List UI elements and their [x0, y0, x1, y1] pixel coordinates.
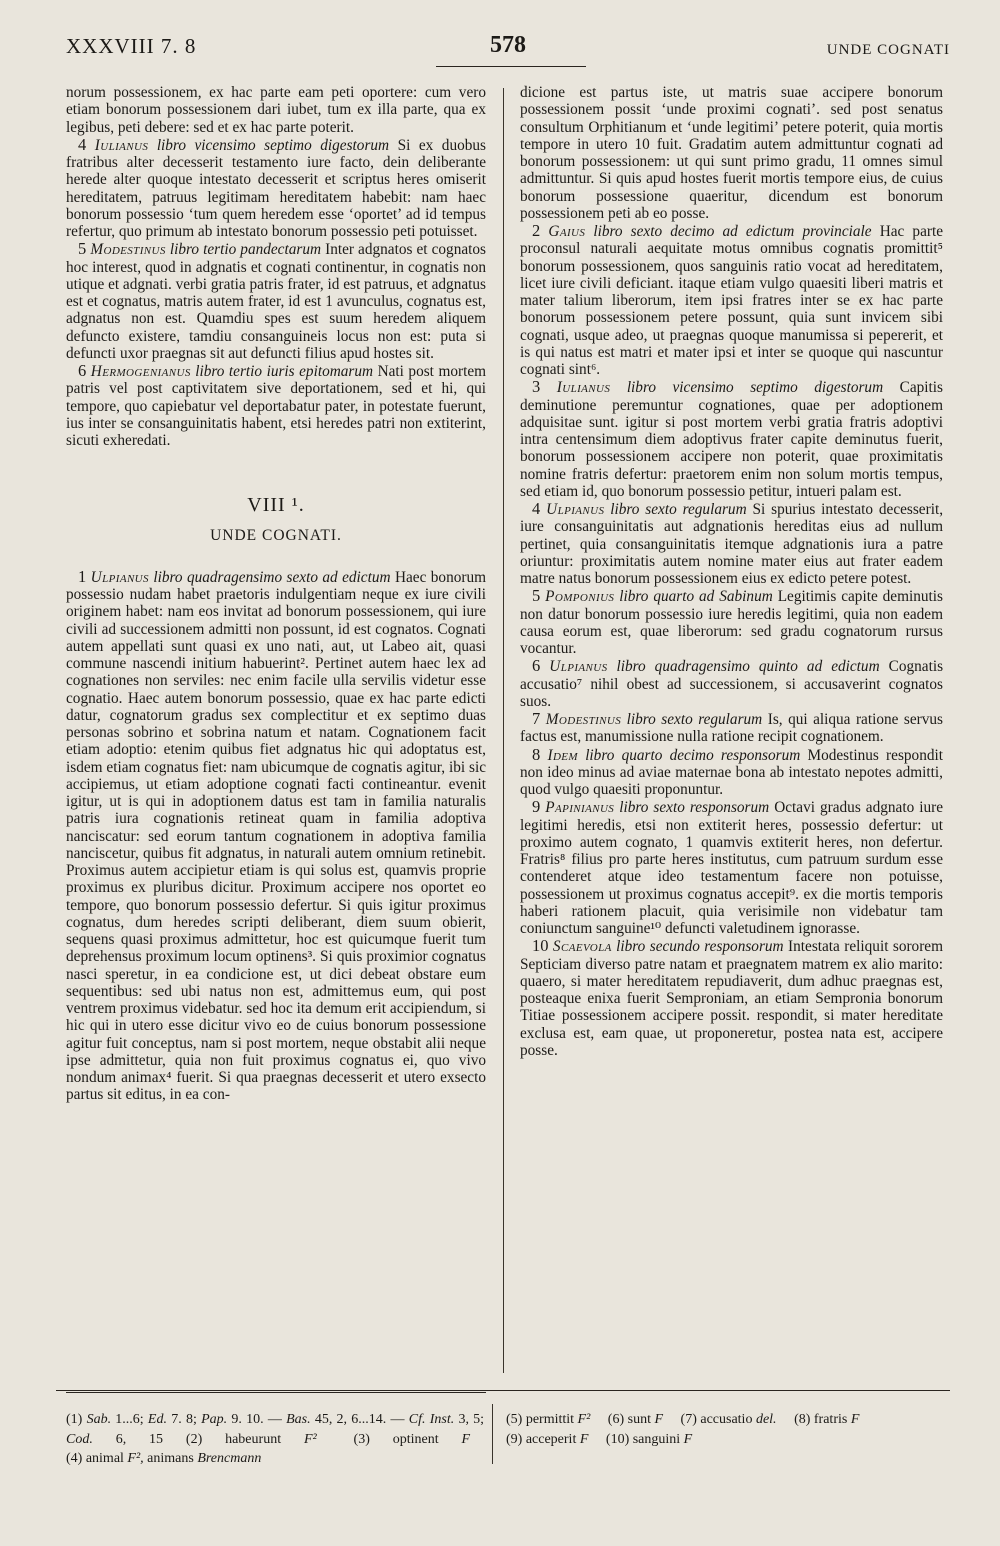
fragment-number: 10	[532, 936, 549, 956]
right-column	[520, 84, 943, 1059]
fragment-author: Scaevola	[552, 938, 612, 956]
fragment-text: Si ex duobus fratribus alter decesserit testamento iure facto, dein deliberante herede alter quoque intestato decesserit et scriptus heres omiserit hereditatem, patruus legitimam hereditatem habebit: nam haec bonorum possessio ‘tum quem heredem esse ‘oportet’ ad id tempus refertur, quo primum ab intestato bonorum possessio peti potuisset.	[66, 136, 487, 240]
fragment-author: Modestinus	[90, 241, 166, 259]
fragment-number: 8	[532, 744, 541, 764]
footnote-rule-secondary	[66, 1392, 486, 1393]
footnote-text: (9) acceperit	[506, 1431, 577, 1447]
fragment-number: 9	[532, 797, 541, 817]
fragment-number: 5	[78, 239, 87, 259]
fragment-author: Iulianus	[94, 136, 149, 154]
footnote-ref: 1...6;	[115, 1412, 144, 1427]
footnote-ref: 7. 8;	[171, 1412, 197, 1427]
fragment-source: libro tertio iuris epitomarum	[195, 363, 374, 380]
fragment-number: 5	[532, 586, 541, 606]
footnote-rule	[56, 1390, 950, 1391]
fragment-number: 6	[532, 656, 541, 676]
fragment-number: 6	[78, 361, 87, 380]
fragment-text: Legitimis capite deminutis non datur bonorum possessio iure heredis legitimi, quia non eadem causa eorum est, quae liberorum: sed gradu cognatorum rursus vocantur.	[520, 588, 943, 657]
footnote-3	[354, 1432, 470, 1447]
footnote-siglum: F	[579, 1431, 589, 1447]
fragment-author: Ulpianus	[549, 658, 608, 676]
fragment-author: Hermogenianus	[90, 363, 191, 380]
fragment-source: libro tertio pandectarum	[169, 241, 322, 259]
footnote-text: (10) sanguini	[605, 1431, 681, 1447]
page-number-rule	[436, 66, 586, 67]
footnote-text: (3) optinent	[353, 1431, 439, 1447]
fragment-author: Ulpianus	[546, 501, 605, 518]
fragment-text: Capitis deminutione peremuntur cognationes, quae per adoptionem adquisitae sunt. igitur si post mortem verbi gratia fratris adoptivi intra centensimum diem adoptivus frater capite deminutus fuerit, bonorum possessionem accipere non poterit, quae proximitatis nomine fratris defertur: praetorem enim non solum mortis tempus, sed etiam id, quo bonorum possessio petitur, intueri palam est.	[520, 379, 943, 500]
fragment-text: Si spurius intestato decesserit, iure consanguinitatis aut adgnationis hereditas eius ad nullum pertinet, quia consanguinitatis itemque adgnationis iura a patre oriuntur: proximitatis autem nomine mater eius aut frater eadem matre natus bonorum possessionem eius ex edicto petere potest.	[520, 501, 944, 587]
running-head-right: UNDE COGNATI	[826, 42, 950, 58]
fragment-source: libro vicensimo septimo digestorum	[156, 136, 390, 154]
fragment-author: Idem	[547, 746, 578, 764]
footnote-text: (6) sunt	[607, 1412, 651, 1427]
footnote-ref: Pap.	[201, 1412, 228, 1427]
footnote-text: (4) animal	[66, 1451, 124, 1466]
footnote-ref: Cod.	[66, 1431, 93, 1447]
footnote-5	[506, 1412, 590, 1427]
fragment-number: 3	[532, 377, 541, 397]
running-head-left: XXXVIII 7. 8	[66, 34, 197, 58]
fragment-number: 1	[78, 566, 87, 586]
footnote-10	[606, 1432, 692, 1447]
fragment-text: Haec bonorum possessio nudam habet praetoris indulgentiam neque ex iure civili originem habet: nam eos invitat ad bonorum possessionem, qui iure civili ad successionem admitti non possunt, id est cognatos. Cognati autem appellati sunt quasi ex uno nati, aut, ut Labeo ait, quasi commune nascendi initium habuerint². Pertinet autem haec lex ad cognationes non serviles: nec enim facile ulla servilis videtur esse cognatio. Haec autem bonorum possessio, quae ex hac parte edicti datur, cognatorum gradus sex complectitur et ex septimo duas personas sobrino et sobrina natum et natam. Cognationem facit etiam adoptio: etenim quibus fiet adgnatus hic qui adoptatus est, isdem etiam cognatus fiet: nam ubicumque de cognatis agitur, ibi sic accipiemus, ut etiam adoptione cognati facti contineantur. evenit igitur, ut is qui in adoptionem datus est tam in familia naturalis patris iura cognationis retineat quam in familia adoptiva nanciscatur: sed eorum tantum cognationem in adoptiva familia nanciscetur, quibus fit adgnatus, in naturali autem omnium retinebit. Proximus autem accipietur etiam is qui solus est, quamvis proprie proximus ex pluribus dicitur. Proximum accipere nos oportet eo tempore, quo bonorum possessio defertur. Si quis igitur proximus cognatus, dum heredes scripti deliberant, diem suum obierit, sequens quasi proximus admittetur, hoc est quicumque fuerit tum deprehensus proximum locum optinens³. Si quis proximior cognatus nasci speretur, in ea condicione est, ut dici debeat obstare eum sequentibus: sed ubi natus non est, admittemus eum, qui post ventrem proximus videbatur. sed hoc ita demum erit accipiendum, si hic qui in utero esse dicitur vivo eo de cuius bonorum possessione agitur fuit conceptus, nam si post mortem, neque obstabit alii neque ipse admittetur, quia non fuit proximus cognatus ei, quo vivo nondum animax⁴ fuerit. Si qua praegnas decesserit et utero exsecto partus sit editus, in ea con-	[66, 568, 487, 1104]
footnote-mark: (1)	[66, 1412, 83, 1427]
fragment-source: libro quarto decimo responsorum	[585, 746, 801, 764]
left-column	[66, 84, 486, 1104]
fragment-source: libro quadragensimo sexto ad edictum	[153, 568, 391, 586]
footnote-ref: 45, 2, 6...14. —	[314, 1412, 405, 1427]
footnotes-right	[506, 1410, 946, 1449]
continued-text: dicione est partus iste, ut matris suae accipere bonorum possessionem possit ‘unde proximi cognati’. sed post senatus consultum Orphitianum et ‘unde legitimi’ petere poterit, quia mortis tempore in utero 10 fuit. Gradatim autem admittuntur cognati ad bonorum possessionem: ut qui sunt primo gradu, 11 omnes simul admittuntur. Si quis apud hostes fuerit mortis tempore eius, de cuius bonorum possessione quaeritur, dicendum est bonorum possessionem peti ab eo posse.	[520, 84, 943, 222]
page-header	[66, 34, 950, 66]
fragment-5b	[520, 587, 943, 657]
fragment-author: Modestinus	[545, 711, 622, 728]
fragment-6	[66, 362, 486, 449]
page-number: 578	[490, 32, 526, 58]
footnote-text: (7) accusatio	[680, 1412, 753, 1427]
footnote-siglum: F²,	[127, 1451, 144, 1466]
continued-text: norum possessionem, ex hac parte eam peti oportere: cum vero etiam bonorum possessionem dari iubet, tum ex illa parte, qua ex legibus, peti debere: sed et ex hac parte poterit.	[66, 84, 486, 136]
footnote-siglum: F	[461, 1431, 471, 1447]
fragment-author: Ulpianus	[90, 568, 149, 586]
fragment-author: Gaius	[548, 223, 586, 240]
footnote-ref: 3, 5;	[458, 1412, 485, 1427]
title-number: VIII ¹.	[247, 494, 305, 517]
fragment-text: Modestinus respondit non ideo minus ad aviae maternae bona ab intestato nepotes admitti, quod vulgo quaesiti proponuntur.	[520, 746, 943, 798]
fragment-source: libro secundo responsorum	[616, 938, 784, 956]
fragment-author: Iulianus	[556, 379, 611, 397]
fragment-9	[520, 798, 943, 937]
footnote-8	[794, 1412, 859, 1427]
footnote-siglum: F²	[577, 1412, 591, 1427]
fragment-source: libro quadragensimo quinto ad edictum	[616, 658, 880, 676]
fragment-source: libro sexto regularum	[610, 501, 747, 518]
footnote-text: (8) fratris	[794, 1412, 848, 1427]
footnote-text: animans	[147, 1451, 194, 1466]
footnote-ref: Ed.	[147, 1412, 167, 1427]
fragment-1	[66, 568, 486, 1104]
fragment-text: Hac parte proconsul naturali aequitate motus omnibus cognatis promittit⁵ bonorum possessionem, quos sanguinis ratio vocat ad hereditatem, licet iure civili deficiant. itaque etiam vulgo quaesiti liberi matris et mater talium liberorum, item ipsi fratres inter se ex hac parte bonorum possessionem petere possunt, quia sunt invicem sibi cognati, usque adeo, ut praegnas quoque manumissa si pepererit, et is qui natus est matri et mater ipsi et inter se quoque qui nascuntur cognati sint⁶.	[520, 223, 944, 378]
fragment-text: Inter adgnatos et cognatos hoc interest, quod in adgnatis et cognati continentur, in cognatis non utique et adgnati. verbi gratia patris frater, id est patruus, et adgnatus est et cognatus, matris autem frater, id est 1 avunculus, cognatus est, adgnatus non est. Quamdiu spes est suum heredem aliquem defuncto existere, tamdiu consanguineis locus non est: puta si defuncti uxor praegnas sit aut defuncti filius apud hostes sit.	[66, 241, 486, 362]
fragment-text: Cognatis accusatio⁷ nihil obest ad successionem, si accusaverint cognatos suos.	[520, 658, 944, 710]
footnote-2	[186, 1432, 317, 1447]
fragment-source: libro sexto decimo ad edictum provinciale	[593, 223, 872, 240]
footnote-siglum: Brencmann	[197, 1451, 262, 1466]
fragment-8	[520, 746, 943, 799]
fragment-number: 4	[78, 134, 87, 154]
fragment-source: libro quarto ad Sabinum	[619, 588, 773, 606]
footnote-text: (5) permittit	[506, 1412, 575, 1427]
fragment-2	[520, 222, 943, 378]
fragment-number: 4	[532, 499, 541, 518]
fragment-text: Octavi gradus adgnato iure legitimi heredis, etsi non extiterit heres, possessio defertur: ut proximo autem cognato, 1 quamvis extiterit heres, non defertur. Fratris⁸ filius pro parte heres institutus, cum patruum surdum esse contenderet atque ideo testamentum facere non potuisse, possessionem ut proximus cognatus accepit⁹. ex die mortis temporis haberi rationem placuit, quia verisimile non videbatur tam coniunctum sanguine¹⁰ defuncti valetudinem ignorasse.	[520, 799, 944, 937]
fragment-author: Papinianus	[545, 799, 615, 817]
footnote-7	[681, 1412, 777, 1427]
fragment-3	[520, 378, 943, 500]
fragment-author: Pomponius	[545, 588, 615, 606]
footnote-6	[608, 1412, 663, 1427]
footnote-divider	[492, 1404, 493, 1464]
footnote-4	[66, 1451, 261, 1466]
fragment-10	[520, 937, 943, 1059]
fragment-number: 2	[532, 221, 541, 240]
fragment-6b	[520, 657, 943, 710]
fragment-4b	[520, 500, 943, 587]
fragment-text: Intestata reliquit sororem Septiciam diverso patre natam et praegnatem matrem ex alio marito: quaero, si mater hereditatem repudiaverit, dum adhuc praegnas est, posteaque enixa fuerit Semproniam, an etiam Sempronia bonorum Titiae possessionem accipere possit. respondit, si mater hereditate exclusa est, eam quae, ut proponeretur, postea nata est, accipere posse.	[520, 938, 943, 1059]
footnote-ref: Sab.	[86, 1412, 112, 1427]
footnote-siglum: del.	[755, 1412, 777, 1427]
fragment-source: libro sexto regularum	[626, 711, 763, 728]
footnote-ref: Cf. Inst.	[408, 1412, 455, 1427]
footnote-siglum: F²	[303, 1431, 317, 1447]
footnote-ref: 6, 15	[115, 1431, 164, 1447]
fragment-4	[66, 136, 486, 241]
fragment-text: Is, qui aliqua ratione servus factus est, manumissione nulla ratione recipit cognationem.	[520, 711, 943, 746]
fragment-source: libro vicensimo septimo digestorum	[626, 379, 884, 397]
title-heading	[66, 494, 486, 544]
fragment-7	[520, 710, 943, 746]
footnotes-left	[66, 1410, 484, 1469]
footnote-9	[506, 1432, 588, 1447]
fragment-text: Nati post mortem patris vel post captivitatem sive deportationem, sed et hi, qui tempore, quo capiebatur vel deportabatur pater, in potestate fuerunt, ius inter se consanguinitatis habent, etsi heredes patri non extiterint, sicuti exheredati.	[66, 363, 487, 449]
footnote-ref: Bas.	[286, 1412, 311, 1427]
fragment-source: libro sexto responsorum	[619, 799, 770, 817]
fragment-number: 7	[532, 709, 541, 728]
footnote-ref: 9. 10. —	[231, 1412, 282, 1427]
footnote-siglum: F	[850, 1412, 860, 1427]
footnote-siglum: F	[683, 1431, 693, 1447]
footnote-text: (2) habeurunt	[185, 1431, 282, 1447]
footnote-siglum: F	[654, 1412, 664, 1427]
fragment-5	[66, 240, 486, 362]
title-name: UNDE COGNATI.	[210, 526, 342, 544]
column-divider	[503, 88, 504, 1373]
